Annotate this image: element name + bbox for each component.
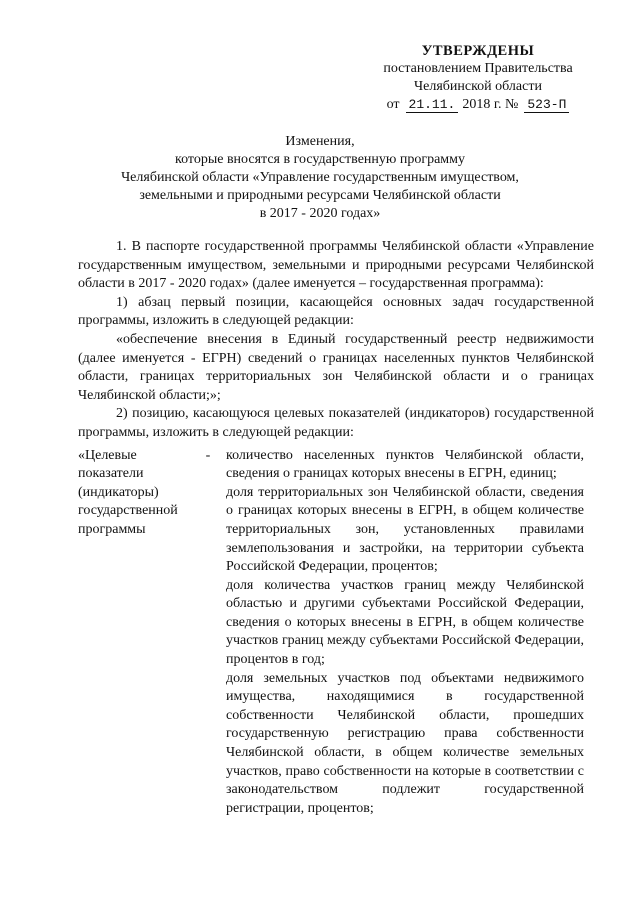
indicators-table (78, 447, 594, 819)
heading-line-3: Челябинской области «Управление государственным имуществом, (121, 170, 519, 185)
paragraph-3: «обеспечение внесения в Единый государственный реестр недвижимости (далее именуется - ЕГРН) сведений о границах населенных пунктов Челябинской области, границах территориальных зон Челябинской области и о границах Челябинской области;»; (78, 331, 594, 403)
indicators-list (226, 447, 584, 819)
indicator-item: доля территориальных зон Челябинской области, сведения о границах которых внесены в ЕГРН, в общем количестве территориальных зон, установленных правилами землепользования и застройки, на территории субъекта Российской Федерации, процентов; (226, 484, 584, 575)
document-body (78, 238, 594, 818)
approval-number: 523-П (524, 97, 569, 113)
indicator-item: доля земельных участков под объектами недвижимого имущества, находящимися в государственной собственности Челябинской области, прошедших государственную регистрацию права собственности Челябинской области, в общем количестве земельных участков, право собственности на которые в соответствии с законодательством подлежит государственной регистрации, процентов; (226, 670, 584, 816)
paragraph-1: 1. В паспорте государственной программы Челябинской области «Управление государственным имуществом, земельными и природными ресурсами Челябинской области в 2017 - 2020 годах» (далее именуется – государственная программа): (78, 239, 594, 292)
approval-title: УТВЕРЖДЕНЫ (421, 43, 535, 59)
approval-line-2: Челябинской области (414, 79, 542, 94)
approval-line-1: постановлением Правительства (383, 61, 573, 76)
approval-date: 21.11. (406, 97, 459, 113)
approval-from: от (386, 97, 400, 112)
heading-line-4: земельными и природными ресурсами Челябинской области (139, 188, 501, 203)
heading-line-1: Изменения, (285, 134, 355, 149)
indicators-label: «Целевые показатели (индикаторы) государственной программы (78, 447, 178, 537)
paragraph-4: 2) позицию, касающуюся целевых показателей (индикаторов) государственной программы, изложить в следующей редакции: (78, 406, 594, 440)
heading-line-2: которые вносятся в государственную программу (174, 152, 466, 167)
indicators-dash: - (205, 447, 211, 463)
heading-line-5: в 2017 - 2020 годах» (259, 206, 381, 221)
approval-block (368, 42, 588, 114)
changes-heading (90, 133, 550, 223)
indicator-item: доля количества участков границ между Челябинской областью и другими субъектами Российской Федерации, сведения о которых внесены в ЕГРН, в общем количестве участков границ между субъектами Российской Федерации, процентов в год; (226, 577, 584, 668)
indicator-item: количество населенных пунктов Челябинской области, сведения о границах которых внесены в ЕГРН, единиц; (226, 447, 584, 482)
approval-dateline (368, 96, 588, 114)
paragraph-2: 1) абзац первый позиции, касающейся основных задач государственной программы, изложить в следующей редакции: (78, 294, 594, 329)
approval-year: 2018 г. № (462, 97, 519, 112)
